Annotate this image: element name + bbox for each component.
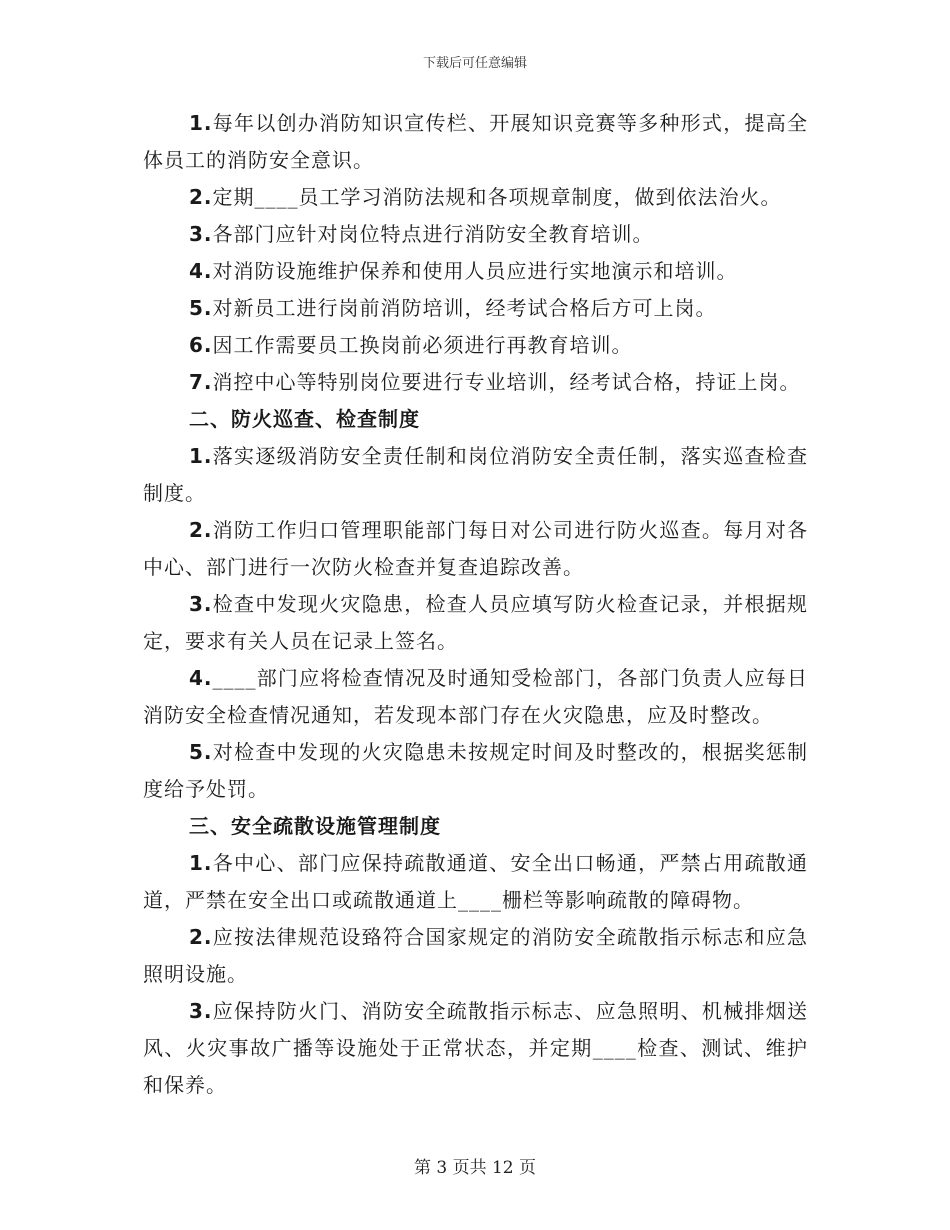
section-heading: 三、安全疏散设施管理制度 [189,814,441,838]
item-number: 3. [189,592,213,616]
paragraph-text: 应保持防火门、消防安全疏散指示标志、应急照明、机械排烟送风、火灾事故广播等设施处于正常状态，并定期____检查、测试、维护和保养。 [143,999,808,1097]
numbered-paragraph [143,327,808,364]
numbered-paragraph [143,105,808,179]
item-number: 1. [189,851,213,875]
paragraph-text: 各中心、部门应保持疏散通道、安全出口畅通，严禁占用疏散通道，严禁在安全出口或疏散通道上____栅栏等影响疏散的障碍物。 [143,851,808,912]
item-number: 6. [189,333,213,357]
item-number: 2. [189,518,213,542]
numbered-paragraph [143,179,808,216]
paragraph-text: 因工作需要员工换岗前必须进行再教育培训。 [212,333,633,357]
paragraph-text: 消防工作归口管理职能部门每日对公司进行防火巡查。每月对各中心、部门进行一次防火检查并复查追踪改善。 [143,518,808,579]
numbered-paragraph [143,512,808,586]
item-number: 1. [189,444,213,468]
numbered-paragraph [143,734,808,808]
item-number: 7. [189,370,213,394]
numbered-paragraph [143,438,808,512]
item-number: 3. [189,222,213,246]
paragraph-text: 定期____员工学习消防法规和各项规章制度，做到依法治火。 [212,185,782,209]
numbered-paragraph [143,290,808,327]
numbered-paragraph [143,919,808,993]
numbered-paragraph [143,993,808,1104]
item-number: 2. [189,185,213,209]
paragraph-text: 应按法律规范设臵符合国家规定的消防安全疏散指示标志和应急照明设施。 [143,925,808,986]
paragraph-text: 每年以创办消防知识宣传栏、开展知识竞赛等多种形式，提高全体员工的消防安全意识。 [143,111,808,172]
paragraph-text: 消控中心等特别岗位要进行专业培训，经考试合格，持证上岗。 [212,370,801,394]
numbered-paragraph [143,253,808,290]
paragraph-text: ____部门应将检查情况及时通知受检部门，各部门负责人应每日消防安全检查情况通知，若发现本部门存在火灾隐患，应及时整改。 [143,666,808,727]
item-number: 4. [189,259,213,283]
item-number: 2. [189,925,213,949]
numbered-paragraph [143,660,808,734]
item-number: 4. [189,666,213,690]
paragraph-text: 各部门应针对岗位特点进行消防安全教育培训。 [212,222,654,246]
paragraph-text: 落实逐级消防安全责任制和岗位消防安全责任制，落实巡查检查制度。 [143,444,808,505]
document-body [143,105,808,1104]
item-number: 1. [189,111,213,135]
paragraph-text: 对消防设施维护保养和使用人员应进行实地演示和培训。 [212,259,738,283]
numbered-paragraph [143,845,808,919]
paragraph-text: 对检查中发现的火灾隐患未按规定时间及时整改的，根据奖惩制度给予处罚。 [143,740,808,801]
numbered-paragraph [143,364,808,401]
section-heading: 二、防火巡查、检查制度 [189,407,420,431]
item-number: 5. [189,296,213,320]
numbered-paragraph [143,586,808,660]
paragraph-text: 对新员工进行岗前消防培训，经考试合格后方可上岗。 [212,296,717,320]
item-number: 3. [189,999,213,1023]
page-header: 下载后可任意编辑 [422,56,527,71]
item-number: 5. [189,740,213,764]
numbered-paragraph [143,216,808,253]
page-footer: 第 3 页共 12 页 [413,1158,537,1178]
paragraph-text: 检查中发现火灾隐患，检查人员应填写防火检查记录，并根据规定，要求有关人员在记录上签名。 [143,592,808,653]
